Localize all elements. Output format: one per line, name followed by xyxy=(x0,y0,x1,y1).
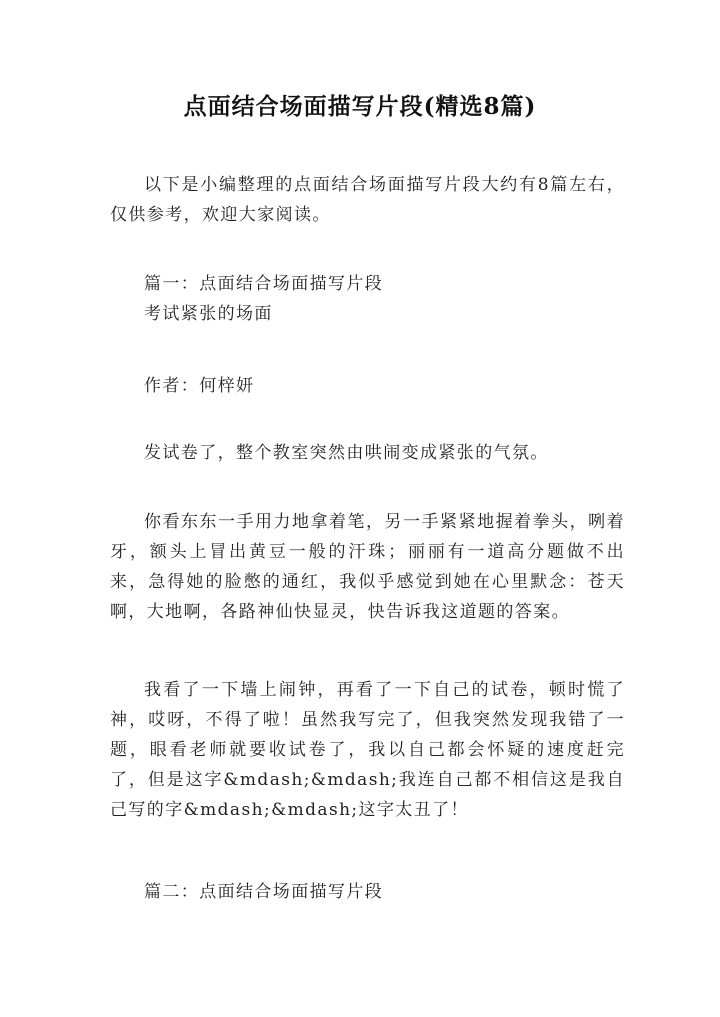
section1-paragraph-2: 你看东东一手用力地拿着笔，另一手紧紧地握着拳头，咧着牙，额头上冒出黄豆一般的汗珠；丽丽有一道高分题做不出来，急得她的脸憋的通红，我似乎感觉到她在心里默念：苍天啊，大地啊，各路神仙快显灵，快告诉我这道题的答案。 xyxy=(110,512,625,622)
section1-heading: 篇一：点面结合场面描写片段 xyxy=(144,274,384,294)
section1-header-block xyxy=(110,269,625,329)
intro-block xyxy=(110,170,625,230)
section2-heading: 篇二：点面结合场面描写片段 xyxy=(144,882,384,902)
author-block xyxy=(110,371,625,401)
section1-paragraph-3: 我看了一下墙上闹钟，再看了一下自己的试卷，顿时慌了神，哎呀，不得了啦！虽然我写完了，但我突然发现我错了一题，眼看老师就要收试卷了，我以自己都会怀疑的速度赶完了，但是这字&mdash;&mdash;我连自己都不相信这是我自己写的字&mdash;&mdash;这字太丑了！ xyxy=(110,680,625,820)
paragraph-block-2 xyxy=(110,507,625,627)
section1-author: 作者：何梓妍 xyxy=(144,376,255,396)
section1-subtitle: 考试紧张的场面 xyxy=(144,304,273,324)
paragraph-block-3 xyxy=(110,675,625,825)
section1-paragraph-1: 发试卷了，整个教室突然由哄闹变成紧张的气氛。 xyxy=(144,443,549,463)
section2-header-block xyxy=(110,877,625,907)
paragraph-block-1 xyxy=(110,438,625,468)
document-title: 点面结合场面描写片段(精选8篇) xyxy=(183,93,537,120)
intro-paragraph: 以下是小编整理的点面结合场面描写片段大约有8篇左右，仅供参考，欢迎大家阅读。 xyxy=(110,175,625,225)
